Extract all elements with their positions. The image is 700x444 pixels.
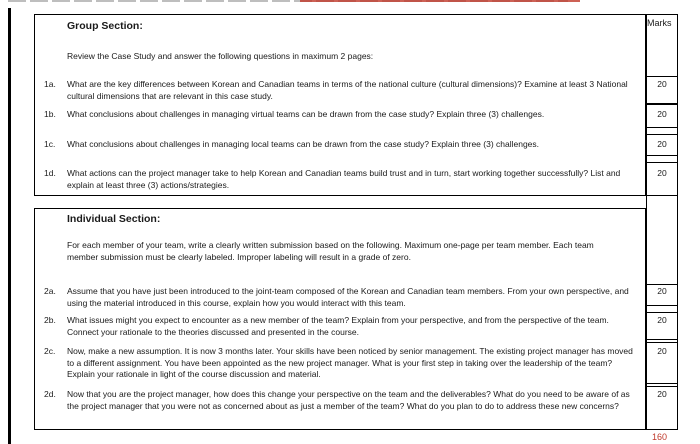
- left-border: [8, 8, 11, 444]
- cropped-red-line: [300, 0, 580, 2]
- total-marks: 160: [652, 432, 668, 442]
- question-number-2a: 2a.: [44, 286, 56, 296]
- question-text-1a: What are the key differences between Korean and Canadian teams in terms of the national culture (cultural dimensions)? Examine at least 3 National cultural dimensions that are relevant in this case study.: [67, 79, 628, 101]
- question-marks-2d: 20: [657, 389, 667, 399]
- individual-section-title: Individual Section:: [67, 213, 161, 225]
- question-text-2c: Now, make a new assumption. It is now 3 months later. Your skills have been noticed by senior management. The existing project manager has moved to a different assignment. You have been appointed as the new project manager. What is your first step in taking over the leadership of the team? Explain your rationale in light of the course discussion and material.: [67, 346, 633, 379]
- question-text-1c: What conclusions about challenges in managing local teams can be drawn from the case study? Explain three (3) challenges.: [67, 139, 540, 149]
- group-section-intro: Review the Case Study and answer the following questions in maximum 2 pages:: [67, 51, 374, 61]
- question-marks-2c: 20: [657, 346, 667, 356]
- question-marks-1a: 20: [657, 79, 667, 89]
- question-marks-2a: 20: [657, 286, 667, 296]
- group-section-title: Group Section:: [67, 20, 143, 32]
- question-number-1a: 1a.: [44, 79, 56, 89]
- question-marks-1c: 20: [657, 139, 667, 149]
- question-number-2c: 2c.: [44, 346, 56, 356]
- question-number-2d: 2d.: [44, 389, 56, 399]
- question-number-2b: 2b.: [44, 315, 56, 325]
- marks-header: Marks: [647, 18, 672, 28]
- question-marks-1d: 20: [657, 168, 667, 178]
- question-text-2b: What issues might you expect to encounter as a new member of the team? Explain from your perspective, and from the perspective of the team. Connect your rationale to the theories discussed and presented in the course.: [67, 315, 609, 337]
- question-text-1d: What actions can the project manager take to help Korean and Canadian teams build trust and in turn, start working together successfully? List and explain at least three (3) actions/strategies.: [67, 168, 621, 190]
- question-number-1d: 1d.: [44, 168, 56, 178]
- question-marks-2b: 20: [657, 315, 667, 325]
- individual-section-intro: For each member of your team, write a clearly written submission based on the following. Maximum one-page per team member. Each team member submission must be clearly labeled. Improper labeling will result in a grade of zero.: [67, 240, 594, 262]
- question-number-1c: 1c.: [44, 139, 56, 149]
- question-marks-1b: 20: [657, 109, 667, 119]
- question-text-2d: Now that you are the project manager, how does this change your perspective on the team and the deliverables? What do you need to be aware of as the project manager that you were not as concerned about as just a member of the team? What do you plan to do to address these new concerns?: [67, 389, 630, 411]
- question-number-1b: 1b.: [44, 109, 56, 119]
- question-text-2a: Assume that you have just been introduced to the joint-team composed of the Korean and Canadian team members. From your own perspective, and using the material introduced in this course, explain how you would interact with this team.: [67, 286, 629, 308]
- question-text-1b: What conclusions about challenges in managing virtual teams can be drawn from the case study? Explain three (3) challenges.: [67, 109, 545, 119]
